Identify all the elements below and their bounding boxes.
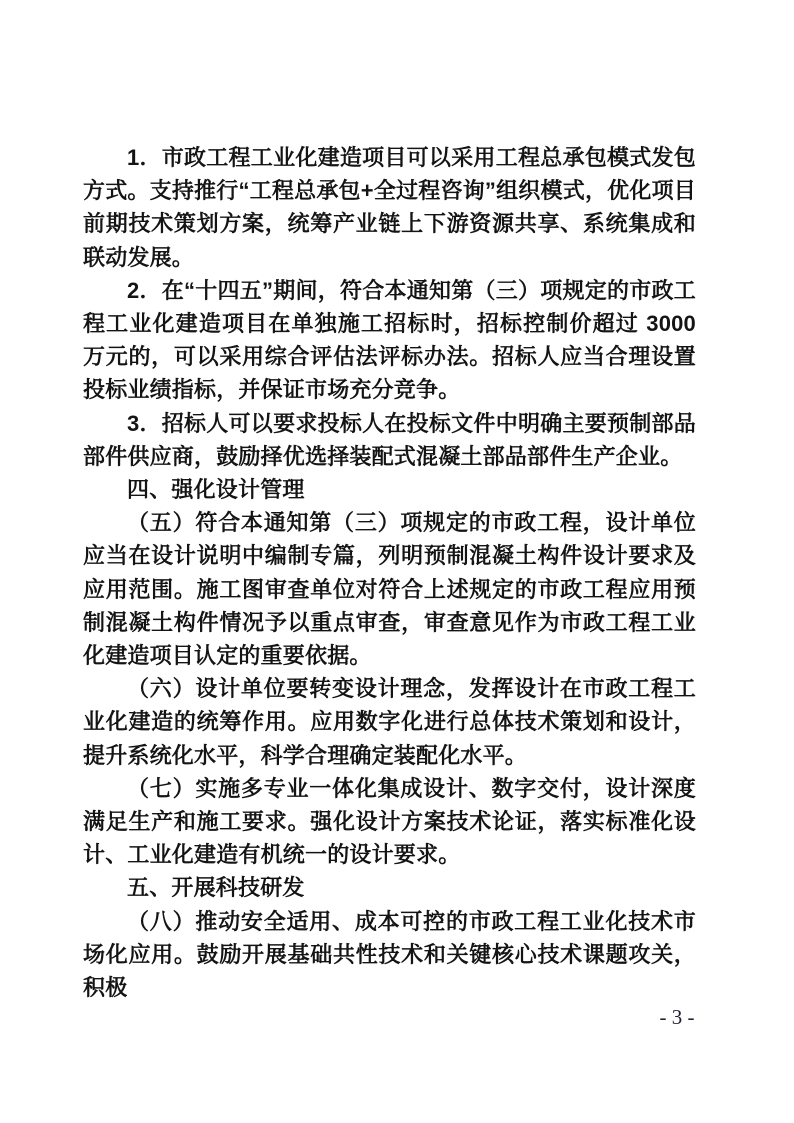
paragraph-item-8: （八）推动安全适用、成本可控的市政工程工业化技术市场化应用。鼓励开展基础共性技术和关键核心技术课题攻关，积极 xyxy=(83,908,696,1001)
paragraph-item-5: （五）符合本通知第（三）项规定的市政工程，设计单位应当在设计说明中编制专篇，列明预制混凝土构件设计要求及应用范围。施工图审查单位对符合上述规定的市政工程应用预制混凝土构件情况予以重点审查，审查意见作为市政工程工业化建造项目认定的重要依据。 xyxy=(83,510,696,669)
paragraph-item-1: 1．市政工程工业化建造项目可以采用工程总承包模式发包方式。支持推行“工程总承包+全过程咨询”组织模式，优化项目前期技术策划方案，统筹产业链上下游资源共享、系统集成和联动发展。 xyxy=(83,145,696,270)
page-number: - 3 - xyxy=(659,1005,695,1029)
document-body xyxy=(83,141,696,1004)
paragraph-item-7: （七）实施多专业一体化集成设计、数字交付，设计深度满足生产和施工要求。强化设计方案技术论证，落实标准化设计、工业化建造有机统一的设计要求。 xyxy=(83,775,696,868)
paragraph-item-6: （六）设计单位要转变设计理念，发挥设计在市政工程工业化建造的统筹作用。应用数字化进行总体技术策划和设计，提升系统化水平，科学合理确定装配化水平。 xyxy=(83,676,696,768)
paragraph-item-3: 3．招标人可以要求投标人在投标文件中明确主要预制部品部件供应商，鼓励择优选择装配式混凝土部品部件生产企业。 xyxy=(83,410,696,469)
section-heading-5: 五、开展科技研发 xyxy=(127,875,305,901)
section-heading-4: 四、强化设计管理 xyxy=(127,477,305,503)
paragraph-item-2: 2．在“十四五”期间，符合本通知第（三）项规定的市政工程工业化建造项目在单独施工招标时，招标控制价超过 3000 万元的，可以采用综合评估法评标办法。招标人应当合理设置投标业绩指标，并保证市场充分竞争。 xyxy=(83,277,696,403)
